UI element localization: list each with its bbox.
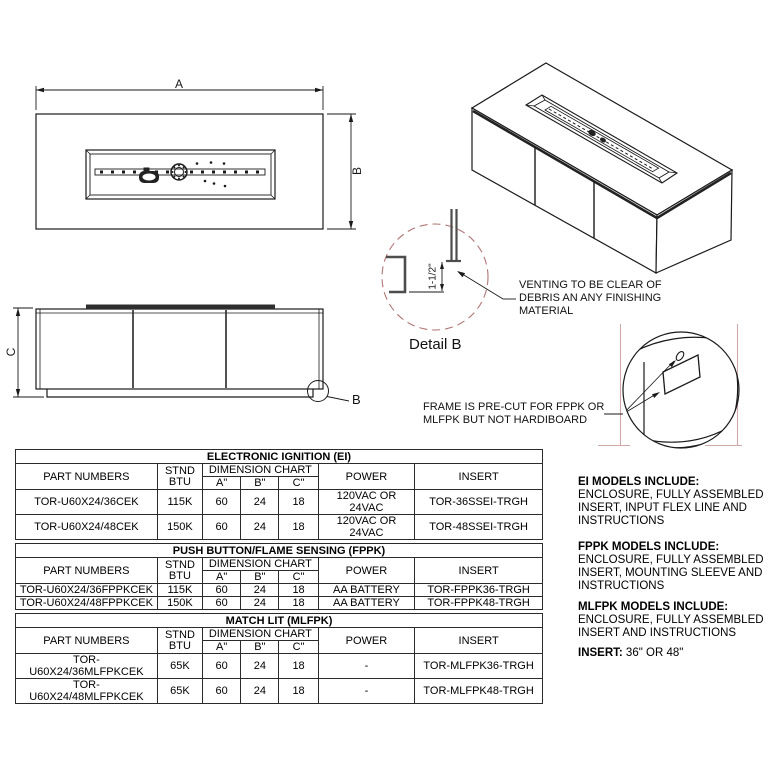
stnd-line: STND [164, 464, 195, 477]
cell-b: 24 [241, 679, 279, 704]
col-header-a: A" [203, 571, 241, 584]
col-header-insert: INSERT [415, 558, 543, 584]
insert-note [578, 647, 768, 660]
cell-power: - [318, 654, 415, 679]
cell-part-number: TOR-U60X24/36FPPKCEK [16, 584, 158, 597]
col-header-c: C" [279, 571, 318, 584]
detail-b-title: Detail B [409, 336, 462, 353]
cell-a: 60 [203, 679, 241, 704]
spec-table-ei [15, 449, 543, 540]
vent-gap-dimension: 1-1/2" [427, 263, 439, 290]
stnd-line: STND [164, 628, 195, 641]
cell-b: 24 [241, 584, 279, 597]
insert-text: 36" OR 48" [622, 647, 684, 659]
cell-btu: 115K [157, 490, 202, 515]
col-header-power: POWER [318, 628, 415, 654]
table-title: PUSH BUTTON/FLAME SENSING (FPPK) [16, 544, 543, 558]
detail-b-section-drawing [382, 209, 516, 330]
table-title: MATCH LIT (MLFPK) [16, 614, 543, 628]
cell-btu: 115K [157, 584, 202, 597]
cell-insert: TOR-36SSEI-TRGH [415, 490, 543, 515]
cell-b: 24 [241, 654, 279, 679]
col-header-stnd-btu [157, 464, 202, 490]
dim-c-label: C [4, 347, 18, 357]
table-row [16, 584, 543, 597]
col-header-power: POWER [318, 558, 415, 584]
mlfpk-models-text: ENCLOSURE, FULLY ASSEMBLED INSERT AND INSTRUCTIONS [578, 614, 764, 639]
col-header-a: A" [203, 477, 241, 490]
cell-power: - [318, 679, 415, 704]
frame-precut-note: FRAME IS PRE-CUT FOR FPPK OR MLFPK BUT NOT HARDIBOARD [423, 401, 605, 426]
col-header-b: B" [241, 571, 279, 584]
table-row [16, 490, 543, 515]
cell-power: AA BATTERY [318, 597, 415, 610]
detail-b-callout-label: B [352, 392, 361, 407]
cell-b: 24 [241, 515, 279, 540]
col-header-c: C" [279, 641, 318, 654]
fppk-models-label: FPPK MODELS INCLUDE: [578, 541, 720, 553]
cell-c: 18 [279, 654, 318, 679]
mlfpk-models-label: MLFPK MODELS INCLUDE: [578, 601, 729, 613]
mlfpk-models-note [578, 601, 768, 640]
cell-btu: 65K [157, 654, 202, 679]
cell-insert: TOR-FPPK48-TRGH [415, 597, 543, 610]
col-header-dimension-chart: DIMENSION CHART [203, 558, 319, 571]
col-header-dimension-chart: DIMENSION CHART [203, 628, 319, 641]
col-header-stnd-btu [157, 558, 202, 584]
cell-c: 18 [279, 490, 318, 515]
cell-b: 24 [241, 597, 279, 610]
table-title-row [16, 614, 543, 628]
table-row [16, 515, 543, 540]
col-header-part-numbers: PART NUMBERS [16, 464, 158, 490]
cell-insert: TOR-MLFPK48-TRGH [415, 679, 543, 704]
cell-c: 18 [279, 584, 318, 597]
frame-precut-detail-drawing [598, 323, 742, 448]
spec-tables [15, 449, 543, 704]
ei-models-text: ENCLOSURE, FULLY ASSEMBLED INSERT, INPUT FLEX LINE AND INSTRUCTIONS [578, 489, 764, 527]
front-view-drawing [13, 305, 349, 402]
col-header-b: B" [241, 641, 279, 654]
btu-line: BTU [168, 475, 191, 488]
spec-table-fppk [15, 543, 543, 610]
cell-power: 120VAC OR 24VAC [318, 490, 415, 515]
col-header-power: POWER [318, 464, 415, 490]
top-view-drawing [36, 86, 356, 229]
cell-insert: TOR-FPPK36-TRGH [415, 584, 543, 597]
table-title-row [16, 544, 543, 558]
table-title: ELECTRONIC IGNITION (EI) [16, 450, 543, 464]
cell-power: AA BATTERY [318, 584, 415, 597]
cell-insert: TOR-MLFPK36-TRGH [415, 654, 543, 679]
cell-c: 18 [279, 515, 318, 540]
venting-note: VENTING TO BE CLEAR OF DEBRIS AN ANY FINISHING MATERIAL [519, 279, 662, 317]
cell-a: 60 [203, 490, 241, 515]
fppk-models-note [578, 541, 768, 593]
cell-a: 60 [203, 597, 241, 610]
ei-models-label: EI MODELS INCLUDE: [578, 476, 700, 488]
col-header-part-numbers: PART NUMBERS [16, 558, 158, 584]
table-header-row [16, 558, 543, 571]
col-header-insert: INSERT [415, 628, 543, 654]
cell-part-number: TOR-U60X24/48FPPKCEK [16, 597, 158, 610]
dim-a-label: A [175, 77, 184, 91]
cell-a: 60 [203, 515, 241, 540]
table-title-row [16, 450, 543, 464]
table-row [16, 654, 543, 679]
table-row [16, 679, 543, 704]
spec-table-mlfpk [15, 613, 543, 704]
cell-part-number: TOR-U60X24/48CEK [16, 515, 158, 540]
table-header-row [16, 464, 543, 477]
insert-label: INSERT: [578, 647, 623, 659]
cell-b: 24 [241, 490, 279, 515]
cell-btu: 150K [157, 515, 202, 540]
col-header-part-numbers: PART NUMBERS [16, 628, 158, 654]
cell-part-number: TOR-U60X24/36CEK [16, 490, 158, 515]
cell-btu: 150K [157, 597, 202, 610]
cell-a: 60 [203, 584, 241, 597]
cell-c: 18 [279, 679, 318, 704]
col-header-c: C" [279, 477, 318, 490]
btu-line: BTU [168, 639, 191, 652]
stnd-line: STND [164, 558, 195, 571]
cell-btu: 65K [157, 679, 202, 704]
cell-insert: TOR-48SSEI-TRGH [415, 515, 543, 540]
ei-models-note [578, 476, 768, 528]
col-header-b: B" [241, 477, 279, 490]
cell-part-number: TOR-U60X24/48MLFPKCEK [16, 679, 158, 704]
model-notes [578, 476, 768, 673]
table-row [16, 597, 543, 610]
col-header-insert: INSERT [415, 464, 543, 490]
col-header-stnd-btu [157, 628, 202, 654]
cell-power: 120VAC OR 24VAC [318, 515, 415, 540]
isometric-view-drawing [472, 63, 732, 273]
cell-a: 60 [203, 654, 241, 679]
cell-part-number: TOR-U60X24/36MLFPKCEK [16, 654, 158, 679]
col-header-a: A" [203, 641, 241, 654]
fppk-models-text: ENCLOSURE, FULLY ASSEMBLED INSERT, MOUNTING SLEEVE AND INSTRUCTIONS [578, 554, 764, 592]
cell-c: 18 [279, 597, 318, 610]
table-header-row [16, 628, 543, 641]
dim-b-label: B [350, 167, 364, 176]
col-header-dimension-chart: DIMENSION CHART [203, 464, 319, 477]
btu-line: BTU [168, 569, 191, 582]
